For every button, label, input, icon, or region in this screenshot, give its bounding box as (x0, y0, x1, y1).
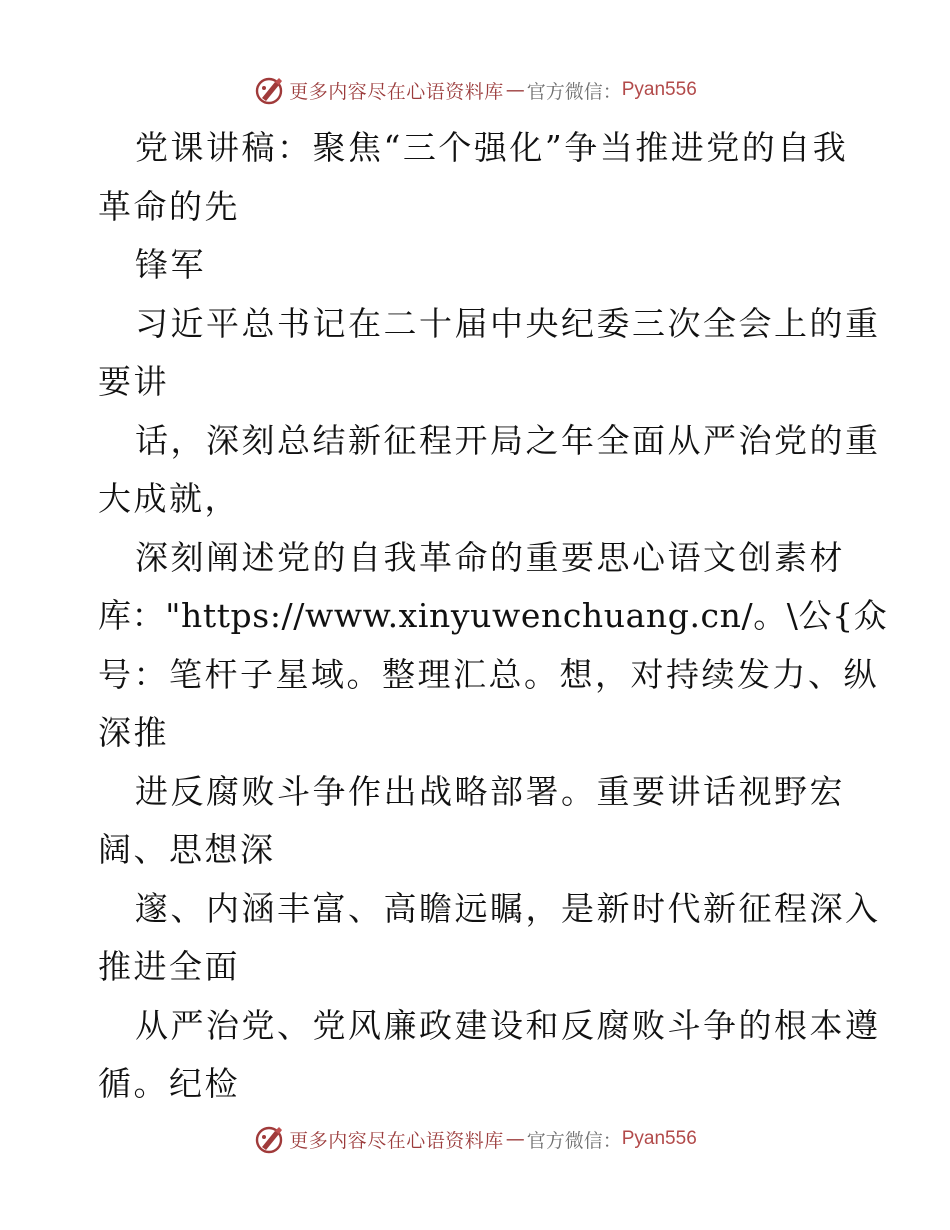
banner-wechat-handle: Pyan556 (621, 1128, 697, 1149)
body-line: 号：笔杆子星域。整理汇总。想，对持续发力、纵 (98, 654, 879, 694)
body-line: 进反腐败斗争作出战略部署。重要讲话视野宏 (135, 771, 845, 811)
body-line: 深刻阐述党的自我革命的重要思心语文创素材 (135, 537, 845, 577)
pen-logo-icon (253, 1123, 285, 1155)
banner-wechat-label: 官方微信： (526, 80, 622, 103)
pen-logo-icon (253, 74, 285, 106)
body-line: 要讲 (98, 362, 169, 401)
body-line: 深推 (98, 713, 169, 752)
body-line: 循。纪检 (98, 1064, 240, 1103)
body-line: 阔、思想深 (98, 830, 276, 869)
body-line: 话，深刻总结新征程开局之年全面从严治党的重 (135, 420, 881, 460)
banner-separator: — (505, 79, 525, 101)
body-line: 从严治党、党风廉政建设和反腐败斗争的根本遵 (135, 1005, 881, 1045)
banner-separator: — (505, 1128, 525, 1150)
banner-title: 更多内容尽在心语资料库 (289, 1129, 504, 1152)
body-line: 革命的先 (98, 186, 240, 226)
body-line: 党课讲稿：聚焦“三个强化”争当推进党的自我 (135, 128, 849, 167)
body-line: 库："https://www.xinyuwenchuang.cn/。\公{众 (98, 596, 888, 635)
banner-wechat-label: 官方微信： (526, 1129, 622, 1152)
footer-banner (0, 1119, 950, 1159)
body-line: 锋军 (135, 245, 206, 284)
body-line: 大成就， (98, 479, 240, 518)
document-body (98, 119, 888, 1114)
body-line: 邃、内涵丰富、高瞻远瞩，是新时代新征程深入 (135, 888, 881, 928)
body-line: 推进全面 (98, 947, 240, 986)
header-banner (0, 70, 950, 110)
body-line: 习近平总书记在二十届中央纪委三次全会上的重 (135, 303, 881, 343)
banner-title: 更多内容尽在心语资料库 (289, 80, 504, 103)
banner-wechat-handle: Pyan556 (621, 79, 697, 100)
